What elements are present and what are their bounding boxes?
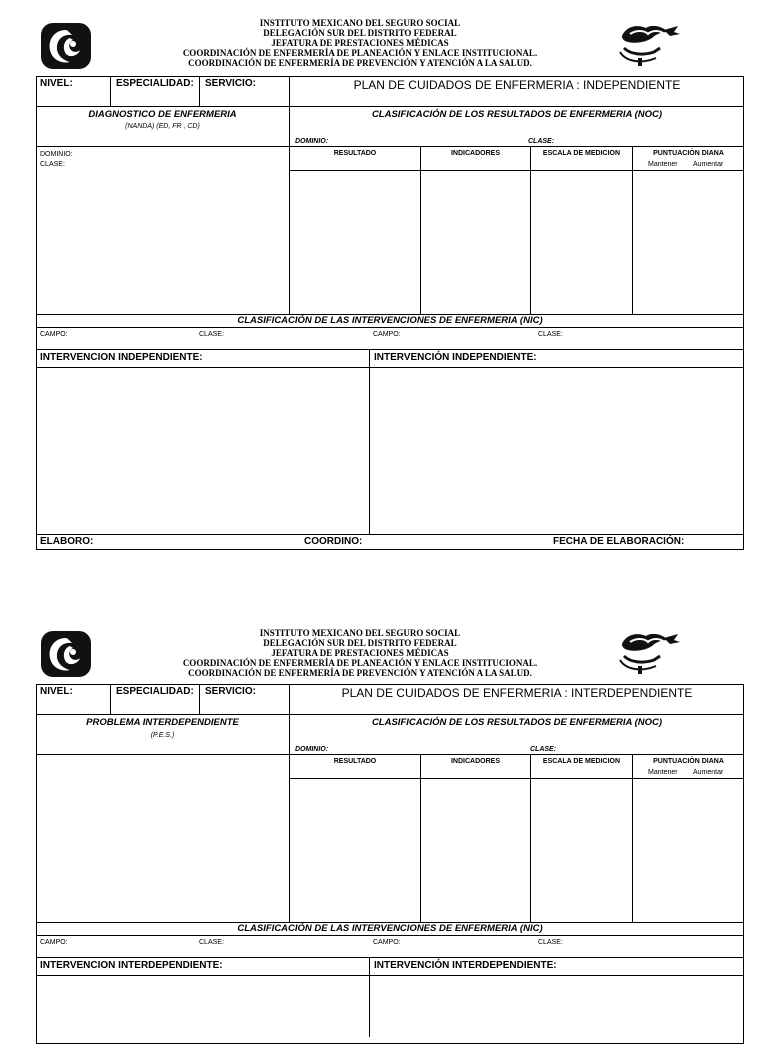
aumentar-label: Aumentar (693, 769, 724, 776)
intervencion-left-label: INTERVENCION INDEPENDIENTE: (40, 352, 203, 363)
col-resultado: RESULTADO (333, 150, 377, 157)
col-escala: ESCALA DE MEDICION (542, 758, 621, 765)
clase-left-label: CLASE: (40, 161, 65, 168)
campo-label-1: CAMPO: (40, 331, 68, 338)
noc-clase-label: CLASE: (528, 138, 555, 145)
clase-label-2: CLASE: (538, 331, 563, 338)
campo-label-1: CAMPO: (40, 939, 68, 946)
dominio-left-label: DOMINIO: (40, 151, 73, 158)
problema-subtitle: (P.E.S.) (150, 732, 175, 739)
imss-eagle-logo-icon (40, 630, 92, 678)
header-line: COORDINACIÓN DE ENFERMERÍA DE PREVENCIÓN Y ATENCIÓN A LA SALUD. (188, 58, 532, 68)
noc-dominio-label: DOMINIO: (295, 746, 329, 753)
intervencion-left-label: INTERVENCION INTERDEPENDIENTE: (40, 960, 223, 971)
imss-eagle-logo-icon (40, 22, 92, 70)
aumentar-label: Aumentar (693, 161, 724, 168)
header-line: COORDINACIÓN DE ENFERMERÍA DE PREVENCIÓN Y ATENCIÓN A LA SALUD. (188, 668, 532, 678)
elaboro-label: ELABORO: (40, 536, 94, 547)
mantener-label: Mantener (648, 769, 678, 776)
clase-label-2: CLASE: (538, 939, 563, 946)
especialidad-label: ESPECIALIDAD: (116, 686, 194, 697)
institution-header (150, 628, 570, 678)
header-line: DELEGACIÓN SUR DEL DISTRITO FEDERAL (263, 638, 457, 648)
diagnostico-subtitle: (NANDA) (ED, FR , CD) (125, 123, 200, 130)
campo-label-2: CAMPO: (373, 331, 401, 338)
col-indicadores: INDICADORES (450, 758, 500, 765)
intervencion-right-label: INTERVENCIÓN INTERDEPENDIENTE: (374, 960, 557, 971)
header-line: COORDINACIÓN DE ENFERMERÍA DE PLANEACIÓN Y ENLACE INSTITUCIONAL. (182, 658, 538, 668)
header-line: DELEGACIÓN SUR DEL DISTRITO FEDERAL (263, 28, 457, 38)
clase-label-1: CLASE: (199, 331, 224, 338)
plan-title: PLAN DE CUIDADOS DE ENFERMERIA : INTERDEPENDIENTE (341, 686, 693, 700)
institution-header (150, 18, 570, 68)
noc-title: CLASIFICACIÓN DE LOS RESULTADOS DE ENFERMERIA (NOC) (371, 717, 663, 728)
servicio-label: SERVICIO: (205, 78, 256, 89)
col-resultado: RESULTADO (333, 758, 377, 765)
mantener-label: Mantener (648, 161, 678, 168)
header-line: JEFATURA DE PRESTACIONES MÉDICAS (271, 38, 449, 48)
nursing-lamp-logo-icon (616, 630, 684, 676)
nivel-label: NIVEL: (40, 686, 73, 697)
col-escala: ESCALA DE MEDICION (542, 150, 621, 157)
col-puntuacion: PUNTUACIÓN DIANA (653, 758, 724, 765)
col-puntuacion: PUNTUACIÓN DIANA (653, 150, 724, 157)
clase-label-1: CLASE: (199, 939, 224, 946)
servicio-label: SERVICIO: (205, 686, 256, 697)
noc-dominio-label: DOMINIO: (295, 138, 329, 145)
header-line: COORDINACIÓN DE ENFERMERÍA DE PLANEACIÓN Y ENLACE INSTITUCIONAL. (182, 48, 538, 58)
noc-title: CLASIFICACIÓN DE LOS RESULTADOS DE ENFERMERIA (NOC) (371, 109, 663, 120)
fecha-elaboracion-label: FECHA DE ELABORACIÓN: (553, 536, 685, 547)
coordino-label: COORDINO: (304, 536, 363, 547)
header-line: INSTITUTO MEXICANO DEL SEGURO SOCIAL (259, 18, 461, 28)
noc-clase-label: CLASE: (530, 746, 557, 753)
especialidad-label: ESPECIALIDAD: (116, 78, 194, 89)
intervencion-right-label: INTERVENCIÓN INDEPENDIENTE: (374, 352, 537, 363)
col-indicadores: INDICADORES (450, 150, 500, 157)
header-line: JEFATURA DE PRESTACIONES MÉDICAS (271, 648, 449, 658)
problema-title: PROBLEMA INTERDEPENDIENTE (86, 717, 239, 728)
nic-title: CLASIFICACIÓN DE LAS INTERVENCIONES DE ENFERMERIA (NIC) (237, 315, 543, 326)
header-line: INSTITUTO MEXICANO DEL SEGURO SOCIAL (259, 628, 461, 638)
campo-label-2: CAMPO: (373, 939, 401, 946)
plan-title: PLAN DE CUIDADOS DE ENFERMERIA : INDEPENDIENTE (353, 78, 681, 92)
nic-title: CLASIFICACIÓN DE LAS INTERVENCIONES DE ENFERMERIA (NIC) (237, 923, 543, 934)
nursing-lamp-logo-icon (616, 22, 684, 68)
form-border (36, 76, 744, 550)
diagnostico-title: DIAGNOSTICO DE ENFERMERIA (88, 109, 237, 120)
nivel-label: NIVEL: (40, 78, 73, 89)
